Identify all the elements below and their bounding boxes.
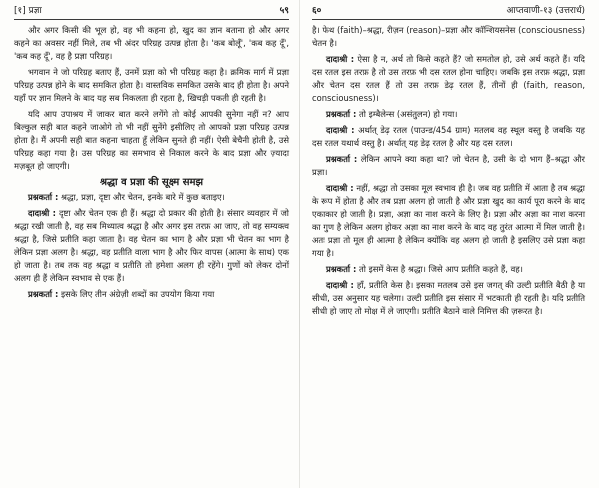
- dialogue-paragraph: [312, 279, 585, 318]
- speaker-label: प्रश्नकर्ता :: [28, 289, 59, 299]
- dialogue-text: श्रद्धा, प्रज्ञा, दृष्टा और चेतन, इनके बारे में कुछ बताइए।: [61, 192, 225, 202]
- dialogue-paragraph: [312, 124, 585, 150]
- dialogue-paragraph: [14, 288, 289, 301]
- dialogue-paragraph: [312, 108, 585, 121]
- speaker-label: दादाश्री :: [326, 280, 354, 290]
- left-chapter-title: [१] प्रज्ञा: [14, 6, 42, 16]
- dialogue-text: तो इसमें केस है श्रद्धा। जिसे आप प्रतीति कहते हैं, वह।: [359, 264, 523, 274]
- section-heading: श्रद्धा व प्रज्ञा की सूक्ष्म समझ: [99, 177, 204, 188]
- left-page-number: ५९: [279, 6, 289, 16]
- dialogue-paragraph: [312, 182, 585, 260]
- dialogue-text: नहीं, श्रद्धा तो उसका मूल स्वभाव ही है। जब वह प्रतीति में आता है तब श्रद्धा के रूप में होता है और तब प्रज्ञा अलग हो जाती है और प्रज्ञा खुद का कार्य पूरा करने के बाद एकाकार हो जाती है। प्रज्ञा, अज्ञा का नाश करने के लिए है। प्रज्ञा और अज्ञा का नाश करना का गुण है लेकिन अलग होकर अज्ञा का नाश करने के बाद वह तुरंत आत्मा में मिल जाती है। अतः प्रज्ञा तो मूल ही आत्मा है लेकिन क्योंकि वह अलग हो जाती है इसलिए उसे प्रज्ञा कहा गया है।: [312, 183, 585, 258]
- right-page: [300, 0, 599, 488]
- speaker-label: दादाश्री :: [326, 54, 355, 64]
- dialogue-paragraph: [312, 24, 585, 50]
- speaker-label: दादाश्री :: [326, 183, 354, 193]
- dialogue-paragraph: [312, 263, 585, 276]
- right-page-number: ६०: [312, 6, 322, 16]
- body-paragraph: और अगर किसी की भूल हो, वह भी कहना हो, खुद का ज्ञान बताना हो और अगर कहने का अवसर नहीं मिले, तब भी अंदर परिग्रह उत्पन्न होता है। 'कब बोलूँ', 'कब कह दूँ', 'कब कह दूँ', वह है प्रज्ञा परिग्रह।: [14, 25, 289, 61]
- dialogue-text: हाँ, प्रतीति केस है। इसका मतलब उसे इस जगत् की उल्टी प्रतीति बैठी है या सीधी, उस अनुसार यह चलेगा। उल्टी प्रतीति इस संसार में भटकाती ही रहती है। यदि प्रतीति सीधी हो जाए तो मोक्ष में ले जाएगी। प्रतीति बैठाने वाले निमित्त की ज़रूरत है।: [312, 280, 585, 316]
- right-running-head: [312, 6, 585, 20]
- body-paragraph: भगवान ने जो परिग्रह बताए हैं, उनमें प्रज्ञा को भी परिग्रह कहा है। क्रमिक मार्ग में प्रज्ञा परिग्रह उत्पन्न होने के बाद समकित होता है। वास्तविक समकित उसके बाद ही होता है। अपने यहाँ पर ज्ञान मिलने के बाद यह सब निकलता ही रहता है, खिचड़ी पकती ही रहती है।: [14, 67, 289, 103]
- dialogue-text: इसके लिए तीन अंग्रेज़ी शब्दों का उपयोग किया गया: [61, 289, 215, 299]
- dialogue-paragraph: [14, 191, 289, 204]
- dialogue-text: तो इम्बैलेन्स (असंतुलन) हो गया।: [359, 109, 458, 119]
- dialogue-paragraph: [312, 153, 585, 179]
- dialogue-text: लेकिन आपने क्या कहा था? जो चेतन है, उसी के दो भाग हैं–श्रद्धा और प्रज्ञा।: [312, 154, 585, 177]
- dialogue-text: अर्थात् डेढ़ रतल (पाउन्ड/454 ग्राम) मतलब वह स्थूल वस्तु है जबकि यह दस रतल यथार्थ वस्तु है। अर्थात् यह डेढ़ रतल है और यह दस रतल।: [312, 125, 585, 148]
- speaker-label: प्रश्नकर्ता :: [326, 264, 357, 274]
- left-page: [0, 0, 299, 488]
- speaker-label: दादाश्री :: [28, 208, 56, 218]
- speaker-label: प्रश्नकर्ता :: [28, 192, 59, 202]
- speaker-label: प्रश्नकर्ता :: [326, 109, 357, 119]
- dialogue-text: दृष्टा और चेतन एक ही हैं। श्रद्धा दो प्रकार की होती है। संसार व्यवहार में जो श्रद्धा रखी जाती है, वह सब मिथ्यात्व श्रद्धा है और अगर इस तरफ़ आ जाए, तो वह सम्यक्त्व श्रद्धा है, जिसे प्रतीति कहा जाता है। वह चेतन का भाग है और प्रज्ञा भी चेतन का भाग है लेकिन प्रज्ञा अलग है। श्रद्धा, वह प्रतीति वाला भाग है और फिर वापस (आत्मा के साथ) एक हो जाता है। तब तक वह श्रद्धा व प्रतीति तो हमेशा अलग ही रहेंगे। गुणों को लेकर दोनों अलग ही हैं लेकिन स्वभाव से एक हैं।: [14, 208, 289, 283]
- dialogue-text: है। फेथ (faith)–श्रद्धा, रीज़न (reason)–प्रज्ञा और कॉन्शियसनेस (consciousness) चेतन है।: [312, 25, 585, 48]
- speaker-label: दादाश्री :: [326, 125, 355, 135]
- dialogue-paragraph: [14, 207, 289, 285]
- right-book-title: आप्तवाणी-१३ (उत्तरार्ध): [506, 6, 585, 16]
- left-running-head: [14, 6, 289, 20]
- dialogue-paragraph: [312, 53, 585, 105]
- speaker-label: प्रश्नकर्ता :: [326, 154, 358, 164]
- body-paragraph: यदि आप उपाश्रय में जाकर बात करने लगेंगे तो कोई आपकी सुनेगा नहीं न? आप बिल्कुल सही बात कहने जाओगे तो भी नहीं सुनेंगे इसीलिए तो आपको प्रज्ञा परिग्रह उत्पन्न होता है। मैं अपनी सही बात कहना चाहता हूँ लेकिन सुनते ही नहीं। ऐसी बेचैनी होती है, उसे परिग्रह कहा गया है। उस परिग्रह का समभाव से निकाल करने के बाद प्रज्ञा और ज़्यादा मज़बूत हो जाएगी।: [14, 109, 289, 171]
- dialogue-text: ऐसा है न, अर्थ तो किसे कहते हैं? जो समतोल हो, उसे अर्थ कहते हैं। यदि दस रतल इस तरफ़ है तो उस तरफ़ भी दस रतल होना चाहिए। जबकि इस तरफ़ श्रद्धा, प्रज्ञा और चेतन दस रतल हैं तो उस तरफ़ डेढ़ रतल हैं, तीनों ही (faith, reason, consciousness)।: [312, 54, 585, 103]
